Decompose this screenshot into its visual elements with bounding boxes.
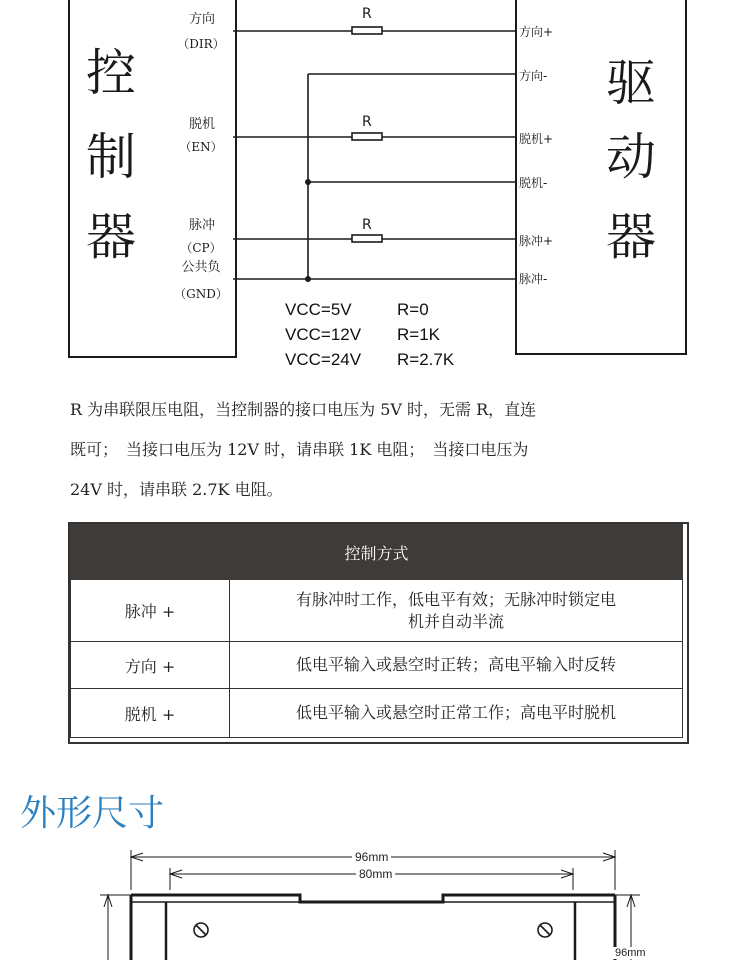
table-value-line: 有脉冲时工作，低电平有效；无脉冲时锁定电 bbox=[295, 589, 616, 609]
table-row bbox=[71, 580, 683, 642]
label-cp: 脉冲 bbox=[188, 218, 215, 233]
controller-char-3: 器 bbox=[86, 208, 136, 266]
driver-char-2: 动 bbox=[606, 128, 656, 186]
vcc-value: VCC=24V bbox=[285, 350, 362, 369]
r-value: R=1K bbox=[397, 325, 440, 344]
description-line-2: 既可； 当接口电压为 12V 时，请串联 1K 电阻； 当接口电压为 bbox=[70, 440, 529, 459]
label-gnd: 公共负 bbox=[181, 260, 221, 275]
label-dir-plus: 方向+ bbox=[519, 25, 554, 39]
label-dir-minus: 方向- bbox=[519, 69, 548, 83]
r-value: R=0 bbox=[397, 300, 429, 319]
label-dir: 方向 bbox=[188, 12, 215, 27]
dim-label-side: 96mm bbox=[612, 947, 649, 959]
vcc-row-2 bbox=[285, 325, 440, 345]
label-cp-minus: 脉冲- bbox=[519, 272, 548, 286]
label-en-en: （EN） bbox=[179, 140, 223, 154]
description-line-3: 24V 时，请串联 2.7K 电阻。 bbox=[70, 480, 283, 499]
dim-label-96mm: 96mm bbox=[352, 850, 391, 864]
resistor-label-1: R bbox=[362, 6, 372, 22]
table-value bbox=[230, 580, 683, 642]
label-gnd-en: （GND） bbox=[174, 287, 228, 301]
label-en-plus: 脱机+ bbox=[519, 132, 554, 146]
driver-char-3: 器 bbox=[606, 208, 656, 266]
dimensions-title: 外形尺寸 bbox=[20, 793, 165, 834]
controller-char-1: 控 bbox=[86, 44, 136, 102]
resistor-label-2: R bbox=[362, 114, 372, 130]
label-en: 脱机 bbox=[188, 117, 215, 132]
label-cp-plus: 脉冲+ bbox=[519, 234, 554, 248]
control-table bbox=[70, 524, 683, 738]
description-line-1: R 为串联限压电阻，当控制器的接口电压为 5V 时，无需 R，直连 bbox=[70, 400, 537, 419]
table-value: 低电平输入或悬空时正常工作；高电平时脱机 bbox=[230, 689, 683, 738]
wiring-lines bbox=[0, 0, 750, 380]
table-row bbox=[71, 689, 683, 738]
table-key: 脱机 + bbox=[71, 689, 230, 738]
vcc-value: VCC=5V bbox=[285, 300, 352, 319]
driver-char-1: 驱 bbox=[606, 54, 656, 112]
table-header-row bbox=[71, 525, 683, 580]
dim-label-80mm: 80mm bbox=[356, 867, 395, 881]
table-row bbox=[71, 642, 683, 689]
label-dir-en: （DIR） bbox=[177, 37, 225, 51]
table-key: 方向 + bbox=[71, 642, 230, 689]
table-title: 控制方式 bbox=[71, 525, 683, 580]
vcc-value: VCC=12V bbox=[285, 325, 362, 344]
table-value: 低电平输入或悬空时正转；高电平输入时反转 bbox=[230, 642, 683, 689]
vcc-row-1 bbox=[285, 300, 429, 320]
label-en-minus: 脱机- bbox=[519, 176, 548, 190]
r-value: R=2.7K bbox=[397, 350, 455, 369]
vcc-row-3 bbox=[285, 350, 454, 370]
label-cp-en: （CP） bbox=[180, 241, 222, 255]
controller-char-2: 制 bbox=[86, 128, 136, 186]
table-value-line: 机并自动半流 bbox=[407, 611, 504, 631]
table-key: 脉冲 + bbox=[71, 580, 230, 642]
resistor-label-3: R bbox=[362, 217, 372, 233]
